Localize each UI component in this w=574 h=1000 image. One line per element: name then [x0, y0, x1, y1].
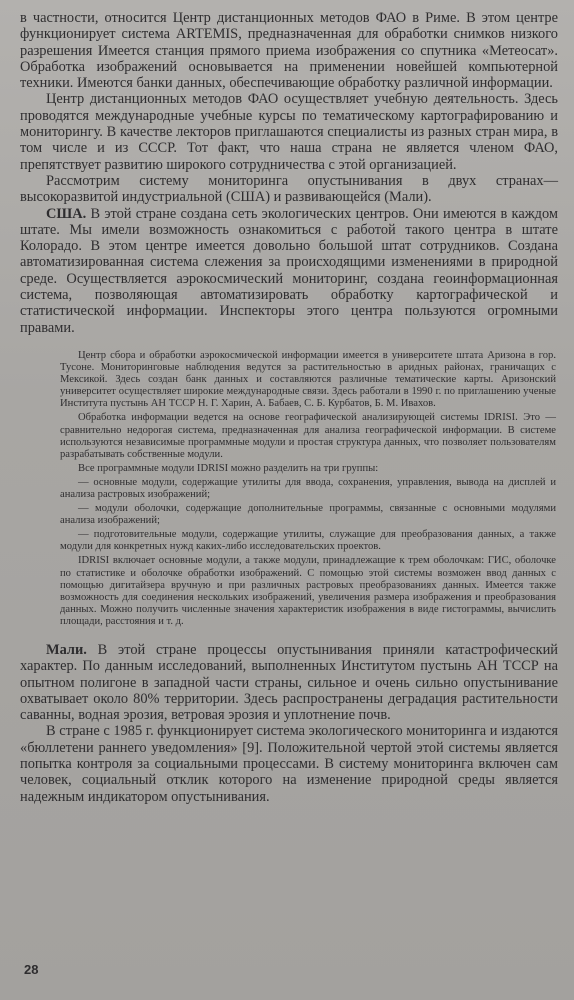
- upper-text: [20, 10, 558, 336]
- paragraph-mali-monitoring: В стране с 1985 г. функционирует система экологического мониторинга и издаются «бюллетени раннего уведомления» [9]. Положительной чертой этой системы является попытка контроля за социальными процессами. В систему мониторинга включен сам человек, социальный отклик которого на изменение природной среды является надежным индикатором опустынивания.: [20, 723, 558, 805]
- small-list-item-shell: — модули оболочки, содержащие дополнительные программы, связанные с основными модулями анализа изображений;: [60, 503, 556, 527]
- page-number: 28: [24, 962, 39, 977]
- lower-text: [20, 642, 558, 805]
- paragraph-usa: [20, 206, 558, 336]
- mali-text: В этой стране процессы опустынивания приняли катастрофический характер. По данным исследований, выполненных Институтом пустынь АН ТССР на опытном полигоне в западной части страны, сильное и очень сильно опустынивание охватывает около 80% территории. Здесь распространены деградация растительности саванны, водная эрозия, ветровая эрозия и уплотнение почв.: [20, 642, 558, 724]
- paragraph-mali: [20, 642, 558, 723]
- usa-heading: США.: [46, 205, 87, 222]
- small-paragraph-arizona: Центр сбора и обработки аэрокосмической информации имеется в университете штата Аризона в гор. Тусоне. Мониторинговые наблюдения ведутся за растительностью в аридных районах, граничащих с Мексикой. Здесь создан банк данных и составляются различные тематические карты. Аризонский университет осуществляет широкие международные связи. Здесь работали в 1990 г. по приглашению ученые Института пустынь АН ТССР Н. Г. Харин, А. Бабаев, С. Б. Курбатов, Б. М. Ивахов.: [60, 349, 556, 410]
- small-list-item-basic: — основные модули, содержащие утилиты для ввода, сохранения, управления, вывода на дисплей и анализа растровых изображений;: [60, 476, 556, 500]
- small-paragraph-idrisi: Обработка информации ведется на основе географической анализирующей системы IDRISI. Это — сравнительно недорогая система, предназначенная для анализа географической информации. В системе используются независимые программные модули и простая структура данных, что позволяет пользователям разрабатывать собственные модули.: [60, 412, 556, 460]
- paragraph-two-countries: Рассмотрим систему мониторинга опустынивания в двух странах— высокоразвитой индустриальной (США) и развивающейся (Мали).: [20, 172, 558, 206]
- paragraph-fao-center: в частности, относится Центр дистанционных методов ФАО в Риме. В этом центре функционирует система ARTEMIS, предназначенная для обработки снимков низкого разрешения Имеется станция прямого приема изображения со спутника «Метеосат». Обработка изображений основывается на применении новейшей компьютерной техники. Имеются банки данных, обеспечивающие обработку различной информации.: [20, 10, 558, 92]
- small-paragraph-groups: Все программные модули IDRISI можно разделить на три группы:: [78, 462, 379, 474]
- paragraph-fao-training: Центр дистанционных методов ФАО осуществляет учебную деятельность. Здесь проводятся международные учебные курсы по тематическому картографированию и мониторингу. В качестве лекторов приглашаются специалисты из разных стран мира, в том числе и из СССР. Тот факт, что наша страна не является членом ФАО, препятствует развитию широкого сотрудничества с этой организацией.: [20, 91, 558, 173]
- small-print-block: [20, 350, 558, 628]
- mali-heading: Мали.: [46, 642, 87, 658]
- small-list-item-prep: — подготовительные модули, содержащие утилиты, служащие для преобразования данных, а также модули для конкретных нужд каких-либо исследовательских проектов.: [60, 529, 556, 553]
- usa-text: В этой стране создана сеть экологических центров. Они имеются в каждом штате. Мы имели возможность ознакомиться с работой такого центра в штате Колорадо. В этом центре имеется довольно большой штат сотрудников. Создана автоматизированная система слежения за происходящими изменениями в природной среде. Осуществляется аэрокосмический мониторинг, создана геоинформационная система, позволяющая автоматизировать обработку картографической и статистической информации. Инспекторы этого центра пользуются огромными правами.: [20, 205, 558, 336]
- small-paragraph-idrisi-features: IDRISI включает основные модули, а также модули, принадлежащие к трем оболочкам: ГИС, оболочке по статистике и оболочке обработки изображений. С помощью этой системы возможен ввод данных с помощью дигитайзера вручную и при различных растровых преобразованиях данных. Имеется также возможность для соединения нескольких изображений, увеличения размера изображения и преобразования данных. Можно получить численные значения характеристик изображения в виде гистограммы, вычислить площади, расстояния и т. д.: [60, 555, 556, 627]
